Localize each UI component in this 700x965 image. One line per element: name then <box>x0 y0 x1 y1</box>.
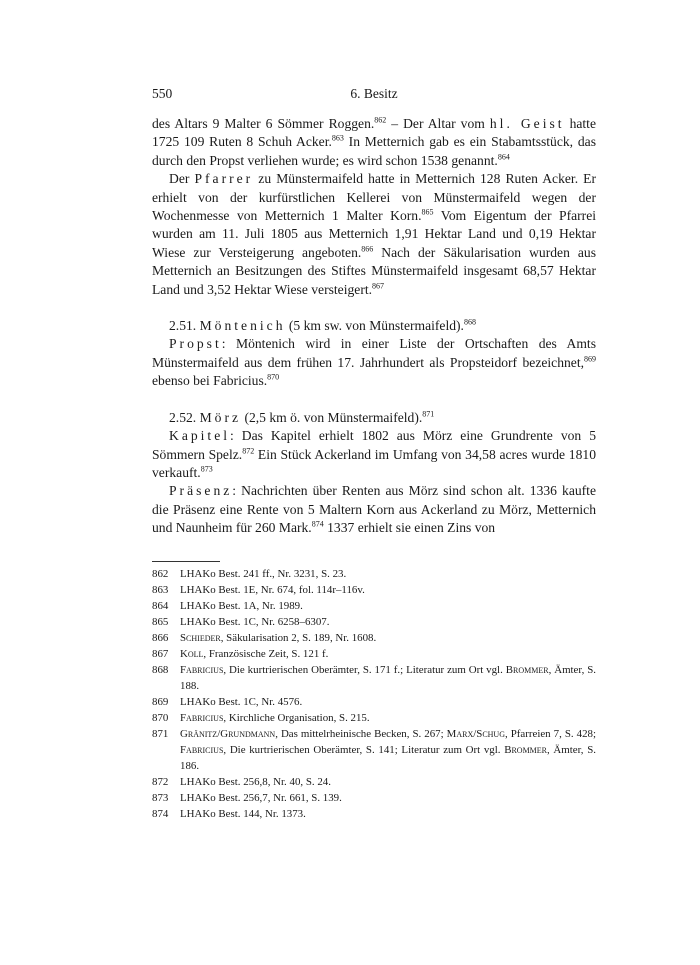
author-name: Gränitz/Grundmann <box>180 728 276 740</box>
footnote-marker: 866 <box>361 244 374 254</box>
footnote-number: 863 <box>152 584 169 596</box>
footnote-marker: 867 <box>372 281 385 291</box>
paragraph <box>152 115 596 170</box>
text-run: hatte 1725 109 Ruten 8 Schuh Acker. <box>152 116 596 150</box>
footnote <box>152 710 596 726</box>
text-run: 1337 erhielt sie einen Zins von <box>323 520 496 536</box>
author-name: Fabricius <box>180 664 224 676</box>
text-run: 2.51. <box>169 318 200 334</box>
text-run: : Möntenich wird in einer Liste der Ortschaften des Amts Münstermaifeld aus dem frühen 17. Jahrhundert als Propsteidorf bezeichnet, <box>152 336 596 370</box>
text-run: : Nachrichten über Renten aus Mörz sind schon alt. 1336 kaufte die Präsenz eine Rente von 5 Maltern Korn aus Ackerland zu Mörz, Metternich und Naunheim für 260 Mark. <box>152 483 596 536</box>
text-run: LHAKo Best. 144, Nr. 1373. <box>180 808 306 820</box>
spaced-term: Kapitel <box>169 428 231 444</box>
spaced-term: Möntenich <box>199 318 286 334</box>
text-run: ebenso bei Fabricius. <box>152 373 268 389</box>
page-number: 550 <box>152 86 173 101</box>
footnote-marker: 871 <box>422 409 435 419</box>
footnote-marker: 870 <box>267 372 280 382</box>
author-name: Marx/Schug <box>446 728 505 740</box>
text-run: LHAKo Best. 256,8, Nr. 40, S. 24. <box>180 776 331 788</box>
text-run: LHAKo Best. 1C, Nr. 6258–6307. <box>180 616 330 628</box>
text-run: – Der Altar vom <box>386 116 490 131</box>
text-run: LHAKo Best. 256,7, Nr. 661, S. 139. <box>180 792 342 804</box>
footnote-marker: 862 <box>374 115 387 125</box>
spaced-term: hl. Geist <box>489 116 565 131</box>
footnote-number: 866 <box>152 632 169 644</box>
footnote-marker: 869 <box>584 354 596 364</box>
text-run: , Säkularisation 2, S. 189, Nr. 1608. <box>220 632 377 644</box>
footnote <box>152 614 596 630</box>
text-run: Nach der Säkularisation wurden aus Metternich an Besitzungen des Stiftes Münstermaifeld insgesamt 68,57 Hektar Land und 3,52 Hektar Wiese versteigert. <box>152 244 596 297</box>
footnote-number: 865 <box>152 616 169 628</box>
running-header <box>152 86 596 106</box>
text-run: , Das mittelrheinische Becken, S. 267; <box>275 728 447 740</box>
footnote-marker: 873 <box>200 464 213 474</box>
text-run: LHAKo Best. 241 ff., Nr. 3231, S. 23. <box>180 568 347 580</box>
footnote-number: 872 <box>152 776 169 788</box>
footnote <box>152 582 596 598</box>
footnote <box>152 646 596 662</box>
main-text <box>152 115 596 538</box>
section-heading <box>152 317 596 335</box>
author-name: Brommer <box>505 664 549 676</box>
text-run: LHAKo Best. 1A, Nr. 1989. <box>180 600 303 612</box>
footnote-marker: 863 <box>331 133 344 143</box>
footnote <box>152 566 596 582</box>
spaced-term: Präsenz <box>169 483 233 499</box>
author-name: Koll <box>180 648 204 660</box>
text-run: (5 km sw. von Münstermaifeld). <box>285 318 464 334</box>
text-run: LHAKo Best. 1E, Nr. 674, fol. 114r–116v. <box>180 584 365 596</box>
text-run: zu Münstermaifeld hatte in Metternich 128 Ruten Acker. Er erhielt von der kurfürstlichen Kellerei von Münstermaifeld wegen der Wochenmesse von Metternich 1 Malter Korn. <box>152 171 597 224</box>
paragraph <box>152 335 596 390</box>
text-run: Ein Stück Ackerland im Umfang von 34,58 acres wurde 1810 verkauft. <box>152 446 596 480</box>
footnotes <box>152 566 596 822</box>
footnote-marker: 864 <box>497 152 510 162</box>
text-run: , Französische Zeit, S. 121 f. <box>203 648 329 660</box>
spaced-term: Pfarrer <box>194 171 254 187</box>
footnote <box>152 790 596 806</box>
text-run: , Kirchliche Organisation, S. 215. <box>223 712 370 724</box>
footnote-number: 868 <box>152 664 169 676</box>
text-run: , Die kurtrierischen Oberämter, S. 141; Literatur zum Ort vgl. <box>223 744 505 756</box>
text-run: In Metternich gab es ein Stabamtsstück, das durch den Propst verliehen wurde; es wird schon 1538 genannt. <box>152 134 596 168</box>
footnote-marker: 874 <box>311 519 324 529</box>
footnote <box>152 806 596 822</box>
footnote-number: 864 <box>152 600 169 612</box>
footnote-number: 874 <box>152 808 169 820</box>
footnote <box>152 694 596 710</box>
text-run: , Ämter, S. 188. <box>180 664 597 692</box>
chapter-title: 6. Besitz <box>350 86 398 101</box>
footnote-number: 871 <box>152 728 169 740</box>
footnote <box>152 662 596 694</box>
footnote <box>152 630 596 646</box>
author-name: Fabricius <box>180 744 224 756</box>
footnote-divider <box>152 561 220 562</box>
section-heading <box>152 409 596 427</box>
footnote <box>152 598 596 614</box>
spaced-term: Mörz <box>199 409 242 425</box>
text-run: Vom Eigentum der Pfarrei wurden am 11. Juli 1805 aus Metternich 1,91 Hektar Land und 0,19 Hektar Wiese zur Versteigerung angeboten. <box>152 208 596 260</box>
paragraph <box>152 427 596 482</box>
text-run: des Altars 9 Malter 6 Sömmer Roggen. <box>152 116 375 131</box>
author-name: Fabricius <box>180 712 224 724</box>
footnote-number: 867 <box>152 648 169 660</box>
footnote-marker: 872 <box>242 445 255 455</box>
author-name: Brommer <box>504 744 548 756</box>
footnote-number: 873 <box>152 792 169 804</box>
paragraph <box>152 482 596 537</box>
footnote <box>152 726 596 774</box>
paragraph <box>152 170 596 299</box>
text-run: 2.52. <box>169 409 200 425</box>
author-name: Schieder <box>180 632 221 644</box>
footnote-number: 870 <box>152 712 169 724</box>
footnote <box>152 774 596 790</box>
footnote-marker: 868 <box>463 317 476 327</box>
text-run: , Pfarreien 7, S. 428; <box>504 728 596 740</box>
text-run: Der <box>169 171 195 187</box>
text-run: , Die kurtrierischen Oberämter, S. 171 f.; Literatur zum Ort vgl. <box>223 664 506 676</box>
footnote-number: 862 <box>152 568 169 580</box>
spaced-term: Propst <box>169 336 222 352</box>
footnote-marker: 865 <box>421 207 434 217</box>
text-run: LHAKo Best. 1C, Nr. 4576. <box>180 696 303 708</box>
footnote-number: 869 <box>152 696 169 708</box>
text-run: (2,5 km ö. von Münstermaifeld). <box>241 409 423 425</box>
text-run: , Ämter, S. 186. <box>180 744 596 772</box>
text-run: : Das Kapitel erhielt 1802 aus Mörz eine Grundrente von 5 Sömmern Spelz. <box>152 428 596 462</box>
